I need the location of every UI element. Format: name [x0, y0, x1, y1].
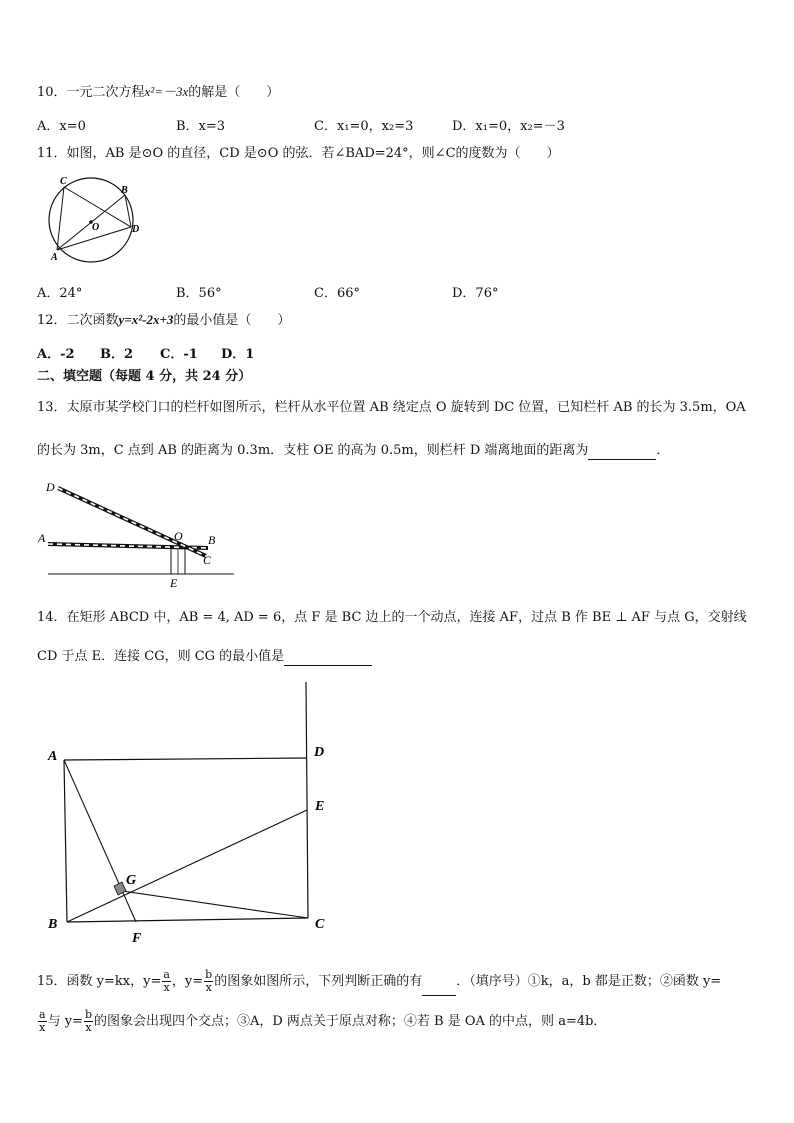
label-f: F: [132, 931, 142, 946]
label-e: E: [170, 576, 178, 590]
q13-line2-end: ．: [656, 443, 670, 458]
q10-option-d[interactable]: D．x₁=0，x₂=－3: [452, 119, 565, 134]
side-bc: [67, 918, 308, 922]
q14-line1: 14．在矩形 ABCD 中，AB = 4, AD = 6，点 F 是 BC 边上的一个动点，连接 AF，过点 B 作 BE ⊥ AF 与点 G，交射线: [37, 610, 747, 625]
q10-option-b[interactable]: B．x=3: [176, 119, 226, 134]
frac-den: x: [85, 1021, 92, 1034]
label-c: C: [203, 553, 212, 567]
q12-equation: y=x²-2x+3: [118, 312, 174, 327]
label-o: O: [92, 222, 100, 233]
fraction-b-over-x-2: [84, 1009, 93, 1034]
q11-option-d[interactable]: D．76°: [452, 286, 499, 301]
label-o: O: [174, 529, 183, 543]
q15-text-1: 15．函数 y=kx，y=: [37, 974, 162, 989]
side-ad: [64, 758, 306, 760]
segment-cg: [122, 891, 308, 918]
q11-stem: 11．如图，AB 是⊙O 的直径，CD 是⊙O 的弦．若∠BAD=24°，则∠C的度数为（ ）: [37, 146, 560, 161]
frac-num: b: [84, 1008, 92, 1021]
frac-den: x: [163, 981, 170, 994]
q11-option-a[interactable]: A．24°: [37, 286, 83, 301]
q10-option-c[interactable]: C．x₁=0，x₂=3: [314, 119, 414, 134]
label-b: B: [208, 533, 216, 547]
frac-num: b: [205, 968, 213, 981]
fraction-a-over-x: [162, 969, 171, 994]
q14-line2-text: CD 于点 E．连接 CG，则 CG 的最小值是: [37, 649, 285, 664]
section-title: 二、填空题（每题 4 分，共 24 分）: [37, 369, 252, 384]
label-b: B: [48, 917, 58, 932]
q11-circle-figure: [40, 172, 150, 272]
segment-be: [67, 810, 307, 922]
frac-num: a: [39, 1008, 46, 1021]
q15-text-4: ．（填序号）①k，a，b 都是正数；②函数 y=: [456, 974, 722, 989]
q10-stem: [37, 83, 279, 102]
q15-answer-blank[interactable]: [422, 981, 456, 996]
label-a: A: [38, 531, 46, 545]
q12-option-c[interactable]: C．-1: [160, 347, 198, 362]
label-a: A: [48, 749, 58, 764]
q12-stem: [37, 311, 290, 330]
q11-option-c[interactable]: C．66°: [314, 286, 360, 301]
q15-text-3: 的图象如图所示，下列判断正确的有: [214, 974, 423, 989]
frac-den: x: [205, 981, 212, 994]
label-c: C: [60, 176, 67, 187]
q10-stem-tail: 的解是（ ）: [188, 85, 280, 100]
q14-answer-blank[interactable]: [284, 651, 372, 666]
q13-line2: [37, 442, 669, 460]
q13-line2-text: 的长为 3m，C 点到 AB 的距离为 0.3m．支柱 OE 的高为 0.5m，则栏杆 D 端离地面的距离为: [37, 443, 589, 458]
q14-line2: [37, 648, 372, 666]
q12-option-b[interactable]: B．2: [100, 347, 134, 362]
q15-line2: [37, 1008, 606, 1036]
q12-option-d[interactable]: D．1: [221, 347, 255, 362]
q15-line1: [37, 968, 721, 996]
q13-answer-blank[interactable]: [588, 445, 656, 460]
q12-stem-tail: 的最小值是（ ）: [173, 313, 291, 328]
q15-text-6: 的图象会出现四个交点；③A，D 两点关于原点对称；④若 B 是 OA 的中点，则 a=4b．: [93, 1014, 607, 1029]
fraction-b-over-x: [204, 969, 213, 994]
label-e: E: [315, 799, 325, 814]
label-b: B: [121, 185, 128, 196]
q15-text-2: ，y=: [171, 974, 204, 989]
q11-option-b[interactable]: B．56°: [176, 286, 222, 301]
segment-ac: [57, 187, 64, 250]
frac-den: x: [39, 1021, 46, 1034]
label-g: G: [126, 873, 137, 888]
label-a: A: [51, 252, 58, 263]
q10-stem-text: 10．一元二次方程: [37, 85, 145, 100]
q15-text-5: 与 y=: [47, 1014, 83, 1029]
q14-rectangle-figure: [40, 676, 340, 946]
label-d: D: [132, 224, 140, 235]
segment-af: [64, 760, 136, 922]
q13-line1: 13．太原市某学校门口的栏杆如图所示，栏杆从水平位置 AB 绕定点 O 旋转到 DC 位置，已知栏杆 AB 的长为 3.5m，OA: [37, 400, 746, 415]
ray-cd: [306, 682, 308, 918]
frac-num: a: [163, 968, 170, 981]
q12-stem-text: 12．二次函数: [37, 313, 119, 328]
q10-option-a[interactable]: A．x=0: [37, 119, 86, 134]
right-angle-mark: [114, 882, 126, 895]
fraction-a-over-x-2: [38, 1009, 47, 1034]
label-d: D: [314, 745, 325, 760]
label-c: C: [315, 917, 325, 932]
label-d: D: [46, 480, 55, 494]
side-ab: [64, 760, 67, 922]
q10-equation: x²=－3x: [144, 84, 189, 99]
q12-option-a[interactable]: A．-2: [37, 347, 75, 362]
q13-barrier-figure: [38, 476, 238, 590]
